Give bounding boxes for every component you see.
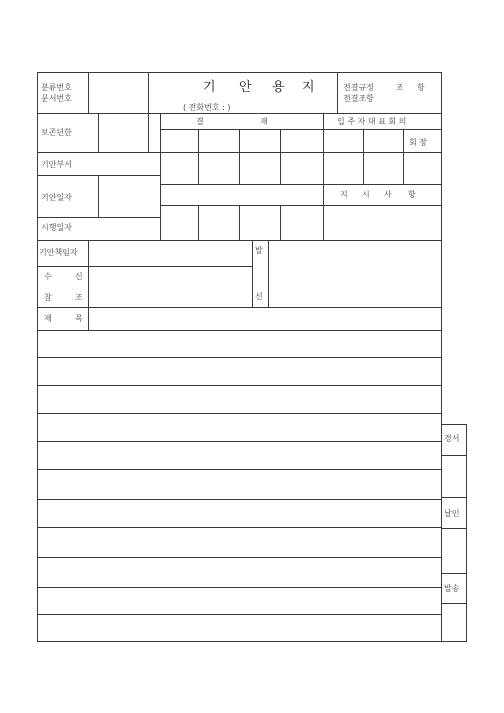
draft-date-label: 기안일자 [41,193,72,202]
line [37,72,38,642]
line [280,205,281,240]
line [252,240,253,307]
line [98,175,99,217]
instruction-char: 사 [384,190,392,199]
line [403,129,404,184]
send-char: 발 [255,246,263,255]
line [160,205,441,206]
line [37,240,441,241]
line [37,641,467,642]
line [88,240,89,307]
line [160,129,441,130]
title-char: 지 [302,80,315,95]
line [37,385,441,386]
line [441,72,442,642]
line [88,72,89,113]
line [441,455,467,456]
line [337,72,338,113]
line [37,614,441,615]
line [98,113,99,152]
line [441,573,467,574]
subject-char: 제 [44,314,52,323]
line [37,469,441,470]
line [160,113,161,240]
doc-no-label: 문서번호 [41,94,72,103]
line [37,72,441,73]
line [37,217,160,218]
recipient-char: 수 [44,272,52,281]
line [148,72,149,113]
line [280,129,281,184]
line [239,205,240,240]
line [148,113,149,152]
subject-char: 목 [75,314,83,323]
line [37,357,441,358]
article-label: 조 [396,83,404,92]
line [37,307,441,308]
ref-char: 참 [44,293,52,302]
line [160,184,441,185]
line [37,527,441,528]
ref-char: 조 [75,293,83,302]
instruction-char: 항 [408,190,416,199]
resident-rep-label: 입 주 자 대 표 회 의 [337,117,407,126]
line [198,205,199,240]
line [268,240,269,307]
approval-clause-label: 전결조항 [343,94,374,103]
line [441,424,467,425]
instruction-char: 시 [362,190,370,199]
line [37,499,441,500]
retention-label: 보존년한 [41,128,72,137]
drafter-label: 기안책임자 [39,248,78,257]
class-no-label: 분류번호 [41,83,72,92]
title-char: 용 [272,80,285,95]
title-char: 안 [239,80,252,95]
chairman-label: 회 장 [409,138,427,147]
line [198,129,199,184]
line [363,129,364,184]
approval-char: 재 [260,117,268,126]
side-dispatch-label: 발송 [444,584,460,593]
line [37,413,441,414]
phone-label: ( 전화번호 : ) [183,103,231,112]
title-char: 기 [203,80,216,95]
line [239,129,240,184]
exec-date-label: 시행일자 [41,223,72,232]
side-seal-label: 날인 [444,509,460,518]
line [37,557,441,558]
instruction-char: 지 [340,190,348,199]
side-review-label: 경서 [444,434,460,443]
send-char: 신 [255,292,263,301]
line [323,113,324,240]
line [441,497,467,498]
line [466,424,467,642]
approval-char: 결 [196,117,204,126]
line [37,330,441,331]
line [88,307,89,330]
recipient-char: 신 [75,272,83,281]
line [37,587,441,588]
line [37,441,441,442]
drafting-dept-label: 기안부서 [41,160,72,169]
line [441,603,467,604]
approval-rule-label: 전결규정 [343,83,374,92]
clause-label: 항 [417,83,425,92]
line [441,528,467,529]
line [37,266,252,267]
